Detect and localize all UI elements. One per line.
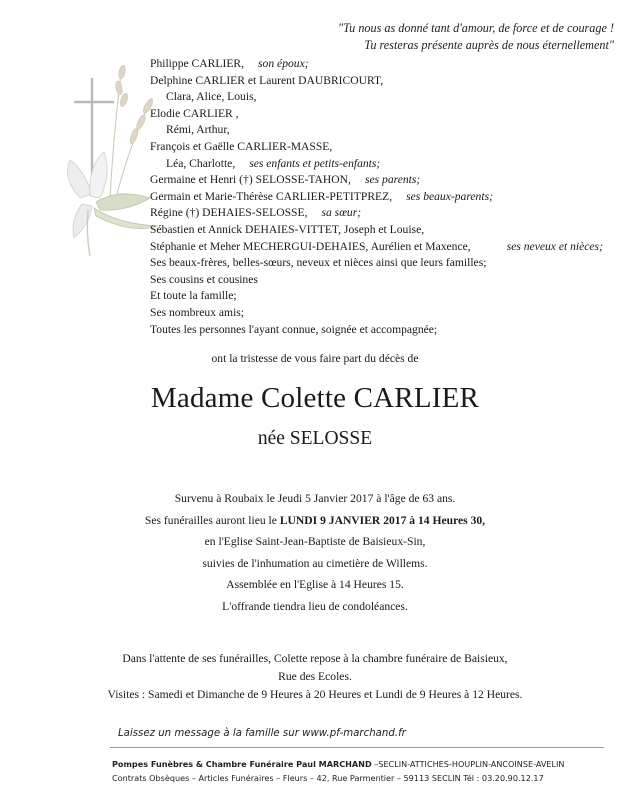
- quote-line-1: "Tu nous as donné tant d'amour, de force et de courage !: [337, 21, 614, 35]
- family-list: [150, 56, 603, 338]
- visiting-hours: Visites : Samedi et Dimanche de 9 Heures à 20 Heures et Lundi de 9 Heures à 12 Heures.: [107, 688, 523, 701]
- family-member-line: [150, 288, 603, 305]
- deceased-name: Madame Colette CARLIER: [150, 382, 480, 414]
- family-member-line: [150, 272, 603, 289]
- company-contact: Contrats Obsèques – Articles Funéraires – Fleurs – 42, Rue Parmentier – 59113 SECLIN Tél : 03.20.90.12.17: [112, 773, 544, 783]
- family-member-line: [150, 205, 603, 222]
- funeral-date: Ses funérailles auront lieu le LUNDI 9 JANVIER 2017 à 14 Heures 30,: [144, 513, 486, 527]
- family-member-name: Elodie CARLIER ,: [150, 106, 239, 120]
- family-member-line: [150, 73, 603, 90]
- offering-note: L'offrande tiendra lieu de condoléances.: [222, 599, 408, 613]
- family-member-name: Toutes les personnes l'ayant connue, soignée et accompagnée;: [150, 322, 438, 336]
- family-member-name: Ses nombreux amis;: [150, 305, 245, 319]
- announcement-text: ont la tristesse de vous faire part du décès de: [211, 352, 419, 365]
- family-member-line: [150, 89, 603, 106]
- family-member-name: Clara, Alice, Louis,: [166, 90, 257, 104]
- family-member-name: Léa, Charlotte,: [166, 156, 236, 170]
- family-member-name: Stéphanie et Meher MECHERGUI-DEHAIES, Aurélien et Maxence,: [150, 239, 471, 253]
- family-member-line: [150, 56, 603, 73]
- family-member-name: Ses cousins et cousines: [150, 272, 258, 286]
- quote-line-2: Tu resteras présente auprès de nous éternellement": [364, 38, 614, 52]
- cross-lily-illustration: [60, 48, 160, 258]
- lily-icon: [68, 152, 158, 256]
- family-relation: ses enfants et petits-enfants;: [249, 156, 381, 170]
- church-location: en l'Eglise Saint-Jean-Baptiste de Baisieux-Sin,: [204, 535, 426, 549]
- family-member-line: [150, 189, 603, 206]
- family-member-name: Germain et Marie-Thérèse CARLIER-PETITPREZ,: [150, 189, 393, 203]
- family-member-name: François et Gaëlle CARLIER-MASSE,: [150, 139, 333, 153]
- burial-info: suivies de l'inhumation au cimetière de Willems.: [202, 556, 428, 570]
- family-member-name: Sébastien et Annick DEHAIES-VITTET, Joseph et Louise,: [150, 222, 425, 236]
- family-member-line: [150, 222, 603, 239]
- family-member-name: Rémi, Arthur,: [166, 123, 230, 137]
- family-relation: ses neveux et nièces;: [506, 239, 603, 253]
- wheat-icon: [110, 65, 155, 198]
- family-relation: ses parents;: [364, 173, 421, 187]
- family-member-line: [150, 106, 603, 123]
- family-member-line: [150, 305, 603, 322]
- epigraph-quote: [338, 20, 614, 54]
- repose-line-2: Rue des Ecoles.: [278, 670, 352, 683]
- family-member-line: [150, 172, 603, 189]
- family-member-line: [150, 322, 603, 339]
- company-name: Pompes Funèbres & Chambre Funéraire Paul MARCHAND –SECLIN-ATTICHES-HOUPLIN-ANCOINSE-AVELIN: [112, 759, 565, 769]
- web-message-link[interactable]: Laissez un message à la famille sur www.pf-marchand.fr: [118, 728, 406, 739]
- family-relation: ses beaux-parents;: [406, 189, 493, 203]
- footer-divider: [110, 747, 604, 748]
- company-footer: [112, 757, 564, 785]
- family-relation: son époux;: [258, 57, 309, 70]
- family-member-name: Et toute la famille;: [150, 289, 237, 303]
- funeral-date-bold: LUNDI 9 JANVIER 2017 à 14 Heures 30,: [279, 513, 486, 527]
- family-member-line: [150, 156, 603, 173]
- maiden-name: née SELOSSE: [257, 428, 373, 449]
- assembly-time: Assemblée en l'Eglise à 14 Heures 15.: [226, 578, 404, 592]
- family-member-name: Ses beaux-frères, belles-sœurs, neveux et nièces ainsi que leurs familles;: [150, 256, 487, 270]
- family-member-line: [150, 239, 603, 256]
- family-member-line: [150, 255, 603, 272]
- family-member-name: Philippe CARLIER,: [150, 57, 245, 70]
- funeral-details: [0, 488, 630, 618]
- repose-info: [0, 650, 630, 704]
- family-member-name: Germaine et Henri (†) SELOSSE-TAHON,: [150, 173, 351, 187]
- family-member-line: [150, 139, 603, 156]
- repose-line-1: Dans l'attente de ses funérailles, Colette repose à la chambre funéraire de Baisieux,: [122, 652, 508, 665]
- family-member-name: Delphine CARLIER et Laurent DAUBRICOURT,: [150, 73, 384, 87]
- family-relation: sa sœur;: [321, 206, 362, 220]
- family-member-line: [150, 122, 603, 139]
- death-info: Survenu à Roubaix le Jeudi 5 Janvier 2017 à l'âge de 63 ans.: [174, 492, 456, 505]
- family-member-name: Régine (†) DEHAIES-SELOSSE,: [150, 206, 308, 220]
